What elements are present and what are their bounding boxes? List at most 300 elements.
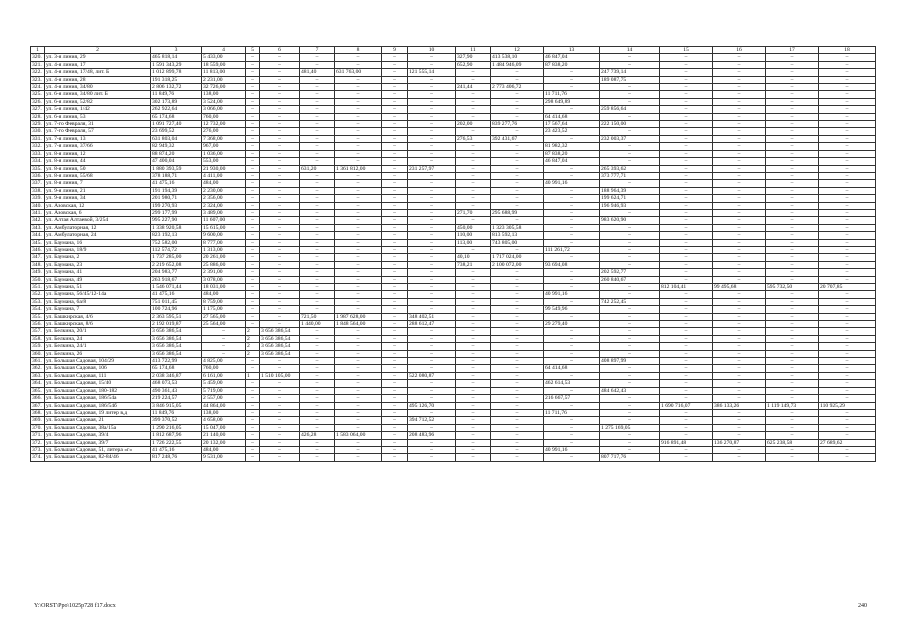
table-cell: 47 400,04 <box>151 158 202 165</box>
table-cell: 1 591 343,29 <box>151 61 202 68</box>
table-cell: – <box>600 409 660 416</box>
row-number-cell: 362. <box>31 365 45 372</box>
table-cell: – <box>766 187 819 194</box>
table-row <box>31 380 876 387</box>
table-cell: – <box>766 313 819 320</box>
table-cell: 15 615,00 <box>202 224 246 231</box>
table-cell: 11 711,76 <box>544 91 600 98</box>
table-row <box>31 439 876 446</box>
table-row <box>31 424 876 431</box>
table-cell: – <box>246 246 260 253</box>
table-cell: – <box>300 135 335 142</box>
table-cell: 1 690 716,07 <box>660 402 713 409</box>
table-cell: – <box>660 195 713 202</box>
address-cell: ул. 8-я линия, 12 <box>45 150 151 157</box>
table-cell: 413 538,10 <box>491 54 544 61</box>
table-cell: – <box>260 395 300 402</box>
table-cell: – <box>456 298 491 305</box>
address-cell: ул. 8-я линия, 7 <box>45 180 151 187</box>
table-cell: 3 489,00 <box>202 209 246 216</box>
table-cell: – <box>408 106 456 113</box>
table-cell: – <box>408 358 456 365</box>
table-cell: – <box>408 335 456 342</box>
table-cell: – <box>335 439 382 446</box>
table-cell: – <box>713 276 766 283</box>
table-cell: – <box>300 372 335 379</box>
table-cell: – <box>335 121 382 128</box>
table-cell: 11 607,00 <box>202 217 246 224</box>
table-cell: – <box>819 454 876 461</box>
table-cell: – <box>382 98 408 105</box>
row-number-cell: 364. <box>31 380 45 387</box>
table-cell: 88 874,20 <box>151 150 202 157</box>
table-cell: – <box>544 135 600 142</box>
table-row <box>31 69 876 76</box>
table-cell: – <box>660 61 713 68</box>
column-header: 9 <box>382 47 408 54</box>
table-row <box>31 150 876 157</box>
table-cell: – <box>300 284 335 291</box>
table-cell: – <box>260 180 300 187</box>
row-number-cell: 358. <box>31 335 45 342</box>
table-cell: 3 656 386,54 <box>260 350 300 357</box>
table-cell: – <box>408 61 456 68</box>
table-cell: – <box>246 321 260 328</box>
table-cell: – <box>491 98 544 105</box>
table-cell: – <box>300 76 335 83</box>
table-cell: – <box>819 432 876 439</box>
table-cell: 484,00 <box>202 446 246 453</box>
table-cell: – <box>300 106 335 113</box>
table-cell: 188 964,39 <box>600 187 660 194</box>
table-cell: 40 991,16 <box>544 180 600 187</box>
address-cell: ул. Алтая Алтаевой, 3/254 <box>45 217 151 224</box>
address-cell: ул. 8-я линия, 50 <box>45 165 151 172</box>
table-cell: 23 423,52 <box>544 128 600 135</box>
table-cell: – <box>600 84 660 91</box>
table-cell: – <box>660 224 713 231</box>
table-cell: – <box>382 335 408 342</box>
table-cell: – <box>260 143 300 150</box>
table-cell: – <box>382 409 408 416</box>
table-cell: – <box>713 224 766 231</box>
table-row <box>31 298 876 305</box>
table-cell: 112 574,72 <box>151 246 202 253</box>
table-cell: – <box>382 84 408 91</box>
table-cell: 2 230,00 <box>202 187 246 194</box>
row-number-cell: 346. <box>31 246 45 253</box>
table-cell: – <box>408 54 456 61</box>
table-cell: – <box>382 202 408 209</box>
table-cell: – <box>544 232 600 239</box>
table-cell: – <box>660 409 713 416</box>
table-cell: 298 649,89 <box>544 98 600 105</box>
table-cell: – <box>335 246 382 253</box>
table-cell: – <box>382 291 408 298</box>
table-cell: – <box>766 261 819 268</box>
table-cell: – <box>300 439 335 446</box>
table-cell: – <box>766 291 819 298</box>
table-cell: – <box>408 135 456 142</box>
table-cell: – <box>660 269 713 276</box>
table-cell: – <box>300 380 335 387</box>
table-cell: – <box>408 143 456 150</box>
table-cell: – <box>766 91 819 98</box>
table-cell: 288 612,47 <box>408 321 456 328</box>
table-cell: 490 361,43 <box>151 387 202 394</box>
table-row <box>31 239 876 246</box>
table-cell: – <box>456 335 491 342</box>
table-cell: 4 825,00 <box>202 358 246 365</box>
table-cell: – <box>260 76 300 83</box>
table-cell: 299 177,99 <box>151 209 202 216</box>
table-cell: – <box>260 291 300 298</box>
table-cell: – <box>491 202 544 209</box>
row-number-cell: 370. <box>31 424 45 431</box>
table-cell: – <box>408 395 456 402</box>
address-cell: ул. Большая Садовая, 186/54а <box>45 395 151 402</box>
table-cell: – <box>382 350 408 357</box>
table-cell: – <box>491 113 544 120</box>
table-row <box>31 454 876 461</box>
table-cell: – <box>408 187 456 194</box>
table-cell: – <box>382 372 408 379</box>
table-cell: – <box>246 313 260 320</box>
table-cell: – <box>819 350 876 357</box>
row-number-cell: 347. <box>31 254 45 261</box>
table-cell: – <box>600 224 660 231</box>
table-cell: 2 219 652,08 <box>151 261 202 268</box>
address-cell: ул. Баумана, 51 <box>45 284 151 291</box>
table-cell: – <box>456 98 491 105</box>
table-cell: – <box>246 380 260 387</box>
table-cell: – <box>408 128 456 135</box>
row-number-cell: 365. <box>31 387 45 394</box>
table-cell: – <box>544 454 600 461</box>
table-cell: – <box>246 69 260 76</box>
table-cell: – <box>491 409 544 416</box>
table-cell: – <box>300 54 335 61</box>
table-cell: 631 803,04 <box>151 135 202 142</box>
table-cell: 259 856,64 <box>600 106 660 113</box>
table-cell: 1 484 946,09 <box>491 61 544 68</box>
table-cell: – <box>713 432 766 439</box>
row-number-cell: 372. <box>31 439 45 446</box>
column-header: 7 <box>300 47 335 54</box>
table-cell: – <box>600 395 660 402</box>
table-cell: – <box>819 328 876 335</box>
table-cell: – <box>766 113 819 120</box>
table-cell: – <box>382 158 408 165</box>
table-cell: – <box>335 343 382 350</box>
page-number: 240 <box>858 603 867 609</box>
table-cell: – <box>335 284 382 291</box>
table-cell: – <box>660 358 713 365</box>
table-cell: – <box>456 343 491 350</box>
table-cell: – <box>335 202 382 209</box>
table-cell: – <box>600 313 660 320</box>
table-cell: – <box>544 402 600 409</box>
table-cell: 1 546 071,44 <box>151 284 202 291</box>
table-cell: – <box>260 187 300 194</box>
table-cell: – <box>766 424 819 431</box>
table-cell: 1 987 628,00 <box>335 313 382 320</box>
table-cell: – <box>600 98 660 105</box>
table-cell: – <box>246 439 260 446</box>
table-cell: – <box>660 239 713 246</box>
table-cell: – <box>246 224 260 231</box>
table-cell: – <box>819 343 876 350</box>
table-cell: – <box>544 358 600 365</box>
row-number-cell: 360. <box>31 350 45 357</box>
table-cell: – <box>246 291 260 298</box>
table-cell: – <box>382 387 408 394</box>
table-cell: – <box>819 365 876 372</box>
table-cell: 121 555,14 <box>408 69 456 76</box>
table-cell: 373 777,71 <box>600 172 660 179</box>
table-row <box>31 121 876 128</box>
table-cell: 3 846 915,05 <box>151 402 202 409</box>
table-cell: – <box>600 439 660 446</box>
table-cell: – <box>491 298 544 305</box>
table-cell: – <box>713 172 766 179</box>
table-cell: – <box>819 180 876 187</box>
table-row <box>31 432 876 439</box>
table-cell: – <box>819 202 876 209</box>
table-cell: – <box>766 165 819 172</box>
table-cell: 199 270,93 <box>151 202 202 209</box>
table-cell: – <box>713 365 766 372</box>
table-row <box>31 350 876 357</box>
row-number-cell: 371. <box>31 432 45 439</box>
address-cell: ул. Белкина, 20/1 <box>45 328 151 335</box>
table-row <box>31 202 876 209</box>
table-cell: 241,44 <box>456 84 491 91</box>
table-cell: – <box>382 284 408 291</box>
table-cell: 3 656 386,54 <box>151 335 202 342</box>
table-cell: – <box>544 195 600 202</box>
table-cell: 1 275 169,05 <box>600 424 660 431</box>
row-number-cell: 354. <box>31 306 45 313</box>
table-cell: 3 656 386,54 <box>151 328 202 335</box>
column-header: 6 <box>260 47 300 54</box>
table-cell: – <box>260 306 300 313</box>
table-cell: – <box>456 143 491 150</box>
table-cell: – <box>713 372 766 379</box>
table-cell: – <box>713 217 766 224</box>
table-cell: – <box>382 343 408 350</box>
table-cell: – <box>260 195 300 202</box>
table-cell: – <box>544 417 600 424</box>
table-row <box>31 54 876 61</box>
table-cell: – <box>660 454 713 461</box>
table-cell: – <box>260 269 300 276</box>
table-cell: – <box>544 343 600 350</box>
table-cell: – <box>544 350 600 357</box>
table-cell: – <box>600 343 660 350</box>
table-cell: 15 047,00 <box>202 424 246 431</box>
table-cell: – <box>819 246 876 253</box>
table-cell: – <box>544 202 600 209</box>
column-header: 12 <box>491 47 544 54</box>
address-cell: ул. Белкина, 26 <box>45 350 151 357</box>
table-cell: – <box>300 269 335 276</box>
table-cell: – <box>335 306 382 313</box>
table-cell: – <box>491 343 544 350</box>
address-cell: ул. Белкина, 24/1 <box>45 343 151 350</box>
table-cell: – <box>600 380 660 387</box>
table-cell: – <box>335 106 382 113</box>
table-cell: – <box>713 306 766 313</box>
table-cell: – <box>660 446 713 453</box>
table-row <box>31 91 876 98</box>
column-header: 3 <box>151 47 202 54</box>
table-cell: – <box>491 246 544 253</box>
table-cell: – <box>456 195 491 202</box>
table-cell: – <box>600 321 660 328</box>
table-cell: – <box>382 232 408 239</box>
table-cell: – <box>202 335 246 342</box>
row-number-cell: 321. <box>31 61 45 68</box>
row-number-cell: 363. <box>31 372 45 379</box>
table-cell: 87 838,20 <box>544 61 600 68</box>
table-cell: – <box>382 121 408 128</box>
table-cell: 595 732,50 <box>766 284 819 291</box>
address-cell: ул. Большая Садовая, 39/7 <box>45 439 151 446</box>
table-cell: – <box>544 165 600 172</box>
table-cell: 113,00 <box>456 239 491 246</box>
table-cell: – <box>660 128 713 135</box>
table-cell: – <box>408 343 456 350</box>
row-number-cell: 326. <box>31 98 45 105</box>
table-row <box>31 76 876 83</box>
table-cell: – <box>660 343 713 350</box>
table-cell: – <box>766 343 819 350</box>
table-cell: – <box>246 121 260 128</box>
table-cell: – <box>713 202 766 209</box>
table-cell: – <box>491 454 544 461</box>
column-header: 11 <box>456 47 491 54</box>
table-cell: – <box>300 424 335 431</box>
table-cell: – <box>600 254 660 261</box>
table-cell: – <box>246 402 260 409</box>
table-row <box>31 165 876 172</box>
table-cell: – <box>335 380 382 387</box>
table-cell: – <box>260 209 300 216</box>
table-cell: 46 847,04 <box>544 158 600 165</box>
table-cell: – <box>246 387 260 394</box>
table-cell: – <box>300 113 335 120</box>
table-cell: – <box>456 417 491 424</box>
table-cell: – <box>382 254 408 261</box>
table-cell: – <box>660 209 713 216</box>
table-cell: 1 313,00 <box>202 246 246 253</box>
table-cell: – <box>456 439 491 446</box>
table-cell: – <box>300 261 335 268</box>
table-cell: 271,70 <box>456 209 491 216</box>
table-cell: – <box>544 76 600 83</box>
table-cell: – <box>713 76 766 83</box>
table-cell: 247 739,14 <box>600 69 660 76</box>
table-cell: – <box>819 76 876 83</box>
table-cell: – <box>660 313 713 320</box>
table-cell: – <box>491 276 544 283</box>
table-cell: – <box>491 128 544 135</box>
table-cell: – <box>246 98 260 105</box>
table-cell: 3 524,00 <box>202 98 246 105</box>
table-cell: 631 763,00 <box>335 69 382 76</box>
table-cell: – <box>600 284 660 291</box>
table-cell: 110 925,29 <box>819 402 876 409</box>
address-cell: ул. Баумана, 2 <box>45 254 151 261</box>
address-cell: ул. 4-я линия, 17 <box>45 61 151 68</box>
table-cell: 462 614,53 <box>544 380 600 387</box>
table-cell: – <box>335 298 382 305</box>
table-cell: – <box>766 232 819 239</box>
table-cell: – <box>456 165 491 172</box>
address-cell: ул. Большая Садовая, 38а/15а <box>45 424 151 431</box>
row-number-cell: 330. <box>31 128 45 135</box>
table-cell: – <box>660 106 713 113</box>
table-cell: – <box>456 395 491 402</box>
table-cell: – <box>660 165 713 172</box>
table-cell: – <box>713 395 766 402</box>
table-cell: – <box>600 402 660 409</box>
row-number-cell: 369. <box>31 417 45 424</box>
table-cell: – <box>456 187 491 194</box>
table-cell: – <box>819 158 876 165</box>
table-cell: – <box>660 202 713 209</box>
table-cell: 495 126,70 <box>408 402 456 409</box>
table-cell: 100 724,96 <box>151 306 202 313</box>
table-cell: – <box>382 165 408 172</box>
table-cell: 522 080,87 <box>408 372 456 379</box>
table-cell: – <box>408 350 456 357</box>
table-cell: – <box>335 424 382 431</box>
table-cell: – <box>382 306 408 313</box>
table-cell: 204 983,77 <box>151 269 202 276</box>
table-cell: – <box>300 246 335 253</box>
table-cell: – <box>544 239 600 246</box>
table-cell: – <box>491 172 544 179</box>
table-cell: – <box>491 180 544 187</box>
table-cell: – <box>456 217 491 224</box>
table-cell: – <box>660 424 713 431</box>
table-cell: – <box>382 54 408 61</box>
table-cell: – <box>544 172 600 179</box>
address-cell: ул. 8-я линия, 55/68 <box>45 172 151 179</box>
table-cell: – <box>246 128 260 135</box>
table-cell: 11 849,76 <box>151 409 202 416</box>
table-cell: – <box>246 209 260 216</box>
table-cell: – <box>660 291 713 298</box>
column-header: 1 <box>31 47 45 54</box>
table-cell: – <box>408 91 456 98</box>
table-cell: – <box>660 143 713 150</box>
table-cell: – <box>246 76 260 83</box>
table-cell: – <box>766 180 819 187</box>
table-cell: 208 483,96 <box>408 432 456 439</box>
table-cell: – <box>491 195 544 202</box>
table-cell: – <box>819 446 876 453</box>
table-cell: – <box>766 380 819 387</box>
table-cell: – <box>335 143 382 150</box>
row-number-cell: 345. <box>31 239 45 246</box>
table-cell: – <box>335 350 382 357</box>
table-cell: – <box>544 254 600 261</box>
row-number-cell: 328. <box>31 113 45 120</box>
table-cell: – <box>713 143 766 150</box>
